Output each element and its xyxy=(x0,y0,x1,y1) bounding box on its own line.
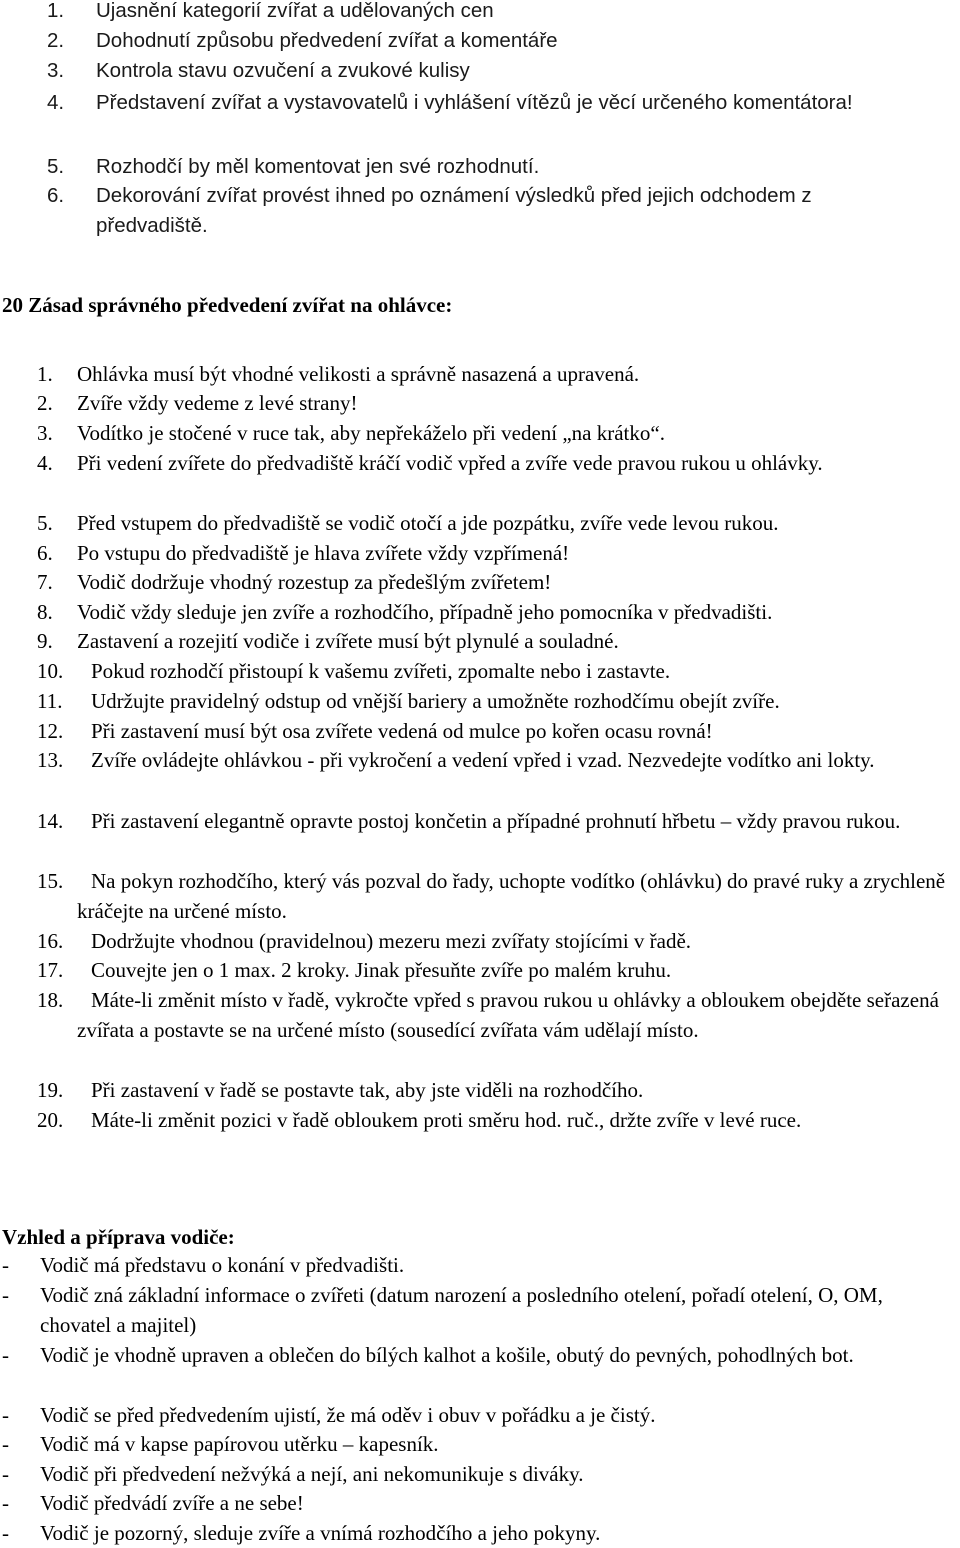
list-text: Zastavení a rozejití vodiče i zvířete musí být plynulé a souladné. xyxy=(77,629,619,653)
list-text: Vodič je vhodně upraven a oblečen do bílých kalhot a košile, obutý do pevných, pohodlných bot. xyxy=(40,1343,854,1367)
list-number: 3. xyxy=(47,59,65,82)
list-dash: - xyxy=(2,1253,9,1277)
list-text: Před vstupem do předvadiště se vodič otočí a jde pozpátku, zvíře vede levou rukou. xyxy=(77,511,779,535)
list-text: Při zastavení elegantně opravte postoj končetin a případné prohnutí hřbetu – vždy pravou rukou. xyxy=(91,809,901,833)
list-text: Pokud rozhodčí přistoupí k vašemu zvířeti, zpomalte nebo i zastavte. xyxy=(91,659,671,683)
list-text: Vodič při předvedení nežvýká a nejí, ani nekomunikuje s diváky. xyxy=(40,1462,584,1486)
list-dash: - xyxy=(2,1491,9,1515)
list-text: Dekorování zvířat provést ihned po oznámení výsledků před jejich odchodem z předvadiště. xyxy=(96,184,812,237)
list-text: Vodič zná základní informace o zvířeti (datum narození a posledního otelení, pořadí otelení, O, OM, chovatel a majitel) xyxy=(40,1283,883,1337)
list-text: Máte-li změnit místo v řadě, vykročte vpřed s pravou rukou u ohlávky a obloukem obejděte seřazená zvířata a postavte se na určené místo (sousedící zvířata vám udělají místo. xyxy=(77,988,939,1042)
list-number: 11. xyxy=(37,689,63,713)
list-number: 20. xyxy=(37,1108,64,1132)
list-number: 2. xyxy=(47,29,65,52)
list-text: Vodič má v kapse papírovou utěrku – kapesník. xyxy=(40,1432,439,1456)
list-number: 13. xyxy=(37,748,64,772)
list-dash: - xyxy=(2,1283,9,1307)
list-number: 17. xyxy=(37,958,64,982)
list-text: Zvíře vždy vedeme z levé strany! xyxy=(77,391,358,415)
list-text: Při vedení zvířete do předvadiště kráčí vodič vpřed a zvíře vede pravou rukou u ohlávky. xyxy=(77,451,823,475)
list-number: 4. xyxy=(47,91,65,114)
list-text: Po vstupu do předvadiště je hlava zvířete vždy vzpřímená! xyxy=(77,541,570,565)
list-number: 9. xyxy=(37,629,53,653)
list-text: Dohodnutí způsobu předvedení zvířat a komentáře xyxy=(96,29,558,52)
list-number: 10. xyxy=(37,659,64,683)
list-number: 4. xyxy=(37,451,53,475)
list-text: Představení zvířat a vystavovatelů i vyhlášení vítězů je věcí určeného komentátora! xyxy=(96,91,853,114)
list-text: Na pokyn rozhodčího, který vás pozval do řady, uchopte vodítko (ohlávku) do pravé ruky a zrychleně kráčejte na určené místo. xyxy=(77,869,946,923)
list-text: Vodič má představu o konání v předvadišti. xyxy=(40,1253,405,1277)
list-text: Při zastavení v řadě se postavte tak, aby jste viděli na rozhodčího. xyxy=(91,1078,644,1102)
list-dash: - xyxy=(2,1403,9,1427)
list-number: 19. xyxy=(37,1078,64,1102)
list-text: Vodič vždy sleduje jen zvíře a rozhodčího, případně jeho pomocníka v předvadišti. xyxy=(77,600,773,624)
list-number: 1. xyxy=(47,0,65,22)
list-text: Rozhodčí by měl komentovat jen své rozhodnutí. xyxy=(96,155,540,178)
list-number: 2. xyxy=(37,391,53,415)
list-text: Ohlávka musí být vhodné velikosti a správně nasazená a upravená. xyxy=(77,362,640,386)
list-number: 6. xyxy=(37,541,53,565)
list-text: Udržujte pravidelný odstup od vnější bariery a umožněte rozhodčímu obejít zvíře. xyxy=(91,689,780,713)
list-number: 18. xyxy=(37,988,64,1012)
list-text: Couvejte jen o 1 max. 2 kroky. Jinak přesuňte zvíře po malém kruhu. xyxy=(91,958,672,982)
list-text: Kontrola stavu ozvučení a zvukové kulisy xyxy=(96,59,470,82)
list-number: 15. xyxy=(37,869,64,893)
section-heading-handler: Vzhled a příprava vodiče: xyxy=(2,1225,235,1249)
list-number: 16. xyxy=(37,929,64,953)
list-text: Dodržujte vhodnou (pravidelnou) mezeru mezi zvířaty stojícími v řadě. xyxy=(91,929,692,953)
list-number: 12. xyxy=(37,719,64,743)
list-number: 5. xyxy=(37,511,53,535)
section-heading-rules: 20 Zásad správného předvedení zvířat na ohlávce: xyxy=(2,293,453,317)
list-dash: - xyxy=(2,1343,9,1367)
list-text: Vodítko je stočené v ruce tak, aby nepřekáželo při vedení „na krátko“. xyxy=(77,421,665,445)
list-dash: - xyxy=(2,1521,9,1545)
list-number: 1. xyxy=(37,362,53,386)
list-dash: - xyxy=(2,1462,9,1486)
list-text: Vodič dodržuje vhodný rozestup za předešlým zvířetem! xyxy=(77,570,552,594)
list-text: Máte-li změnit pozici v řadě obloukem proti směru hod. ruč., držte zvíře v levé ruce. xyxy=(91,1108,802,1132)
list-text: Při zastavení musí být osa zvířete vedená od mulce po kořen ocasu rovná! xyxy=(91,719,713,743)
list-number: 3. xyxy=(37,421,53,445)
list-number: 5. xyxy=(47,155,65,178)
list-number: 8. xyxy=(37,600,53,624)
list-text: Vodič je pozorný, sleduje zvíře a vnímá rozhodčího a jeho pokyny. xyxy=(40,1521,601,1545)
list-number: 6. xyxy=(47,184,65,207)
list-text: Vodič předvádí zvíře a ne sebe! xyxy=(40,1491,304,1515)
list-number: 7. xyxy=(37,570,53,594)
list-text: Vodič se před předvedením ujistí, že má oděv i obuv v pořádku a je čistý. xyxy=(40,1403,656,1427)
list-text: Zvíře ovládejte ohlávkou - při vykročení a vedení vpřed i vzad. Nezvedejte vodítko ani lokty. xyxy=(91,748,875,772)
list-text: Ujasnění kategorií zvířat a udělovaných cen xyxy=(96,0,494,22)
list-number: 14. xyxy=(37,809,64,833)
list-dash: - xyxy=(2,1432,9,1456)
